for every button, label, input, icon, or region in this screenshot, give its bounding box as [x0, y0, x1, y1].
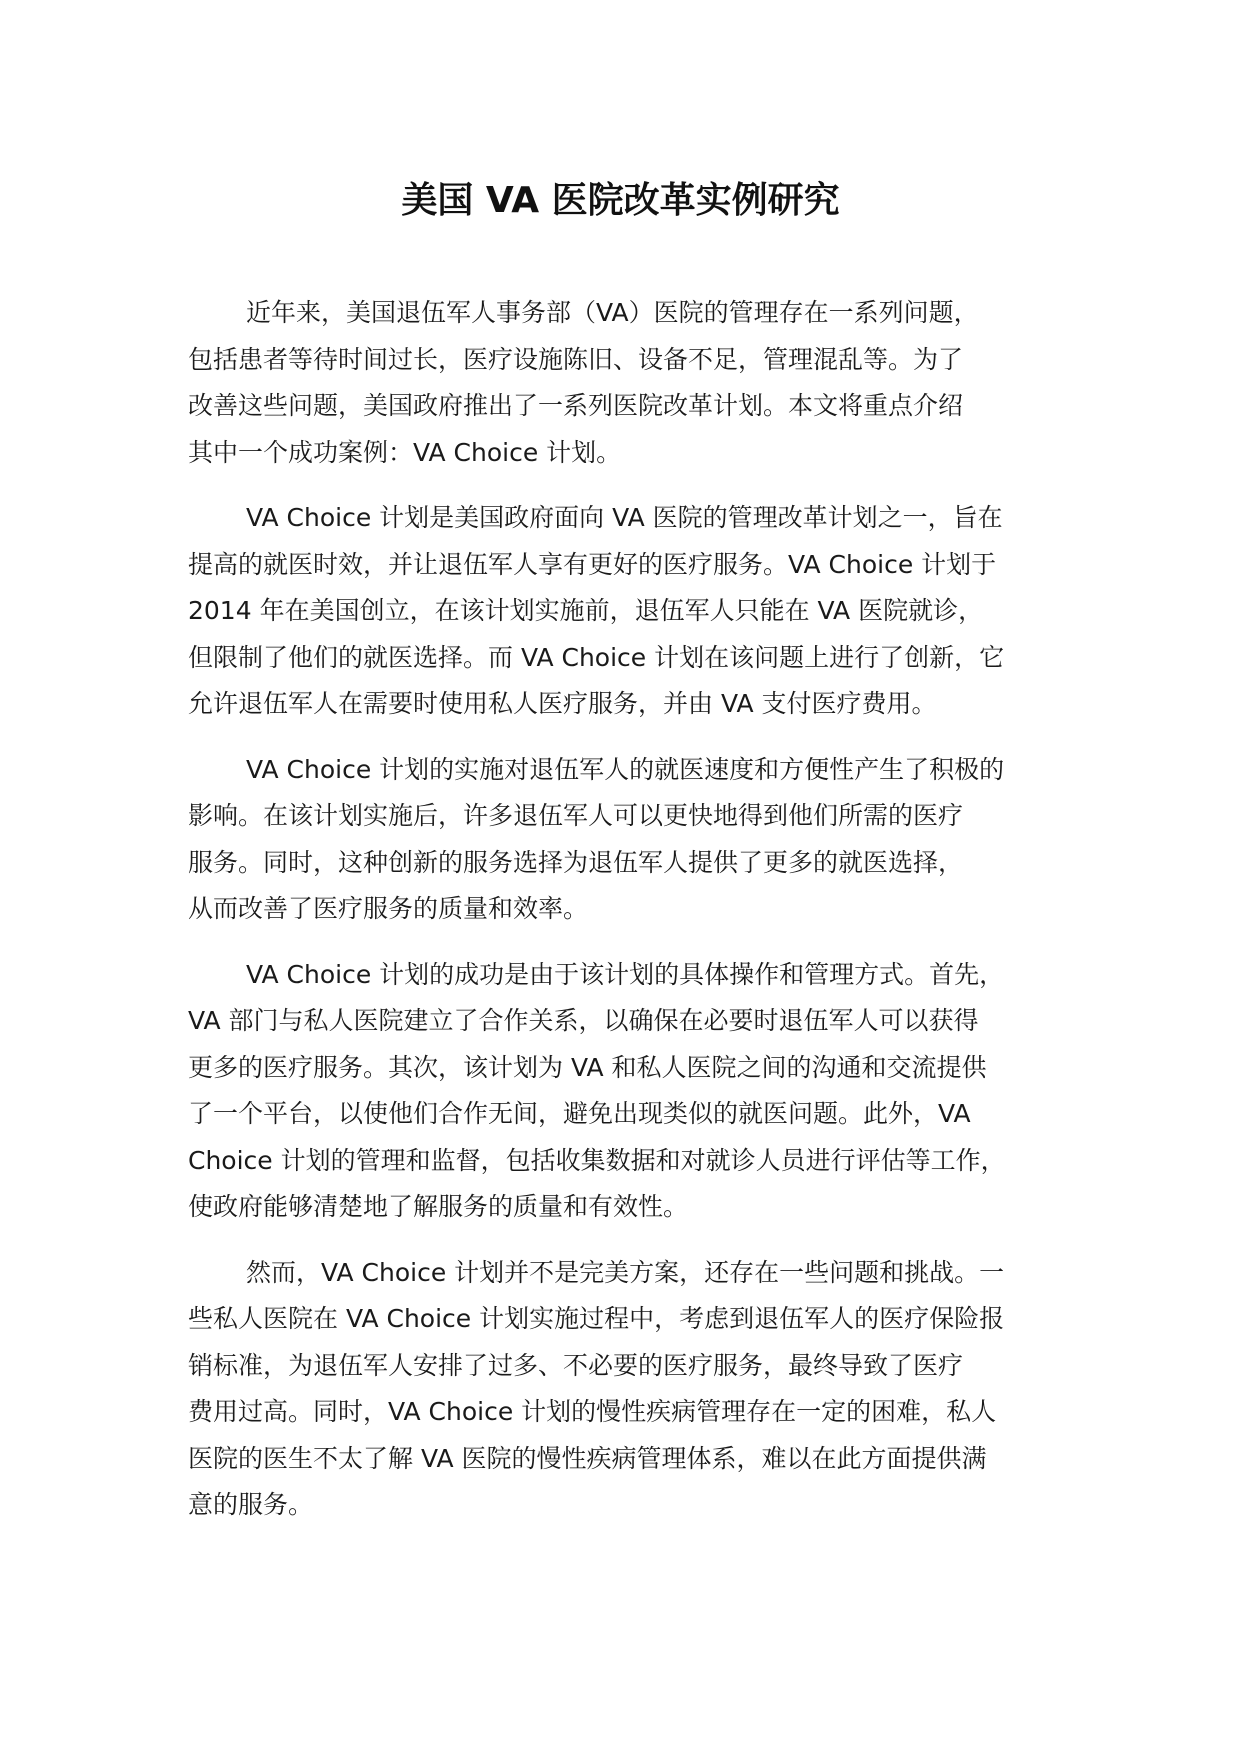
paragraph-line: 然而，VA Choice 计划并不是完美方案，还存在一些问题和挑战。一	[246, 1257, 1005, 1287]
paragraph-line: 些私人医院在 VA Choice 计划实施过程中，考虑到退伍军人的医疗保险报	[188, 1304, 1005, 1333]
paragraph-line: 2014 年在美国创立，在该计划实施前，退伍军人只能在 VA 医院就诊，	[188, 596, 984, 625]
paragraph-line: 允许退伍军人在需要时使用私人医疗服务，并由 VA 支付医疗费用。	[188, 689, 937, 718]
paragraph-line: 医院的医生不太了解 VA 医院的慢性疾病管理体系，难以在此方面提供满	[188, 1443, 987, 1473]
paragraph-line: 从而改善了医疗服务的质量和效率。	[188, 894, 589, 923]
paragraph-line: 费用过高。同时，VA Choice 计划的慢性疾病管理存在一定的困难，私人	[188, 1397, 997, 1426]
document-title: 美国 VA 医院改革实例研究	[401, 180, 840, 221]
paragraph-line: 但限制了他们的就医选择。而 VA Choice 计划在该问题上进行了创新，它	[188, 642, 1005, 672]
paragraph-line: 服务。同时，这种创新的服务选择为退伍军人提供了更多的就医选择，	[188, 847, 964, 877]
paragraph-line: 销标准，为退伍军人安排了过多、不必要的医疗服务，最终导致了医疗	[188, 1350, 964, 1380]
paragraph-line: VA Choice 计划的实施对退伍军人的就医速度和方便性产生了积极的	[246, 754, 1005, 784]
paragraph-line: 影响。在该计划实施后，许多退伍军人可以更快地得到他们所需的医疗	[188, 801, 964, 830]
document-body	[188, 290, 1068, 1548]
paragraph-1	[188, 290, 1068, 476]
paragraph-5	[188, 1250, 1068, 1529]
paragraph-line: 其中一个成功案例：VA Choice 计划。	[188, 437, 622, 467]
paragraph-line: 更多的医疗服务。其次，该计划为 VA 和私人医院之间的沟通和交流提供	[188, 1052, 987, 1082]
paragraph-line: Choice 计划的管理和监督，包括收集数据和对就诊人员进行评估等工作，	[188, 1145, 1006, 1175]
paragraph-line: 包括患者等待时间过长，医疗设施陈旧、设备不足，管理混乱等。为了	[188, 344, 964, 374]
paragraph-4	[188, 952, 1068, 1231]
paragraph-line: 近年来，美国退伍军人事务部（VA）医院的管理存在一系列问题，	[246, 298, 979, 327]
paragraph-line: 提高的就医时效，并让退伍军人享有更好的医疗服务。VA Choice 计划于	[188, 549, 997, 579]
paragraph-2	[188, 495, 1068, 728]
paragraph-line: VA 部门与私人医院建立了合作关系，以确保在必要时退伍军人可以获得	[188, 1006, 979, 1035]
paragraph-line: 使政府能够清楚地了解服务的质量和有效性。	[188, 1192, 689, 1221]
paragraph-3	[188, 747, 1068, 933]
paragraph-line: 意的服务。	[188, 1490, 314, 1519]
paragraph-line: 改善这些问题，美国政府推出了一系列医院改革计划。本文将重点介绍	[188, 391, 964, 420]
paragraph-line: VA Choice 计划的成功是由于该计划的具体操作和管理方式。首先，	[246, 959, 1005, 989]
paragraph-line: 了一个平台，以使他们合作无间，避免出现类似的就医问题。此外，VA	[188, 1099, 971, 1128]
paragraph-line: VA Choice 计划是美国政府面向 VA 医院的管理改革计划之一，旨在	[246, 503, 1003, 532]
